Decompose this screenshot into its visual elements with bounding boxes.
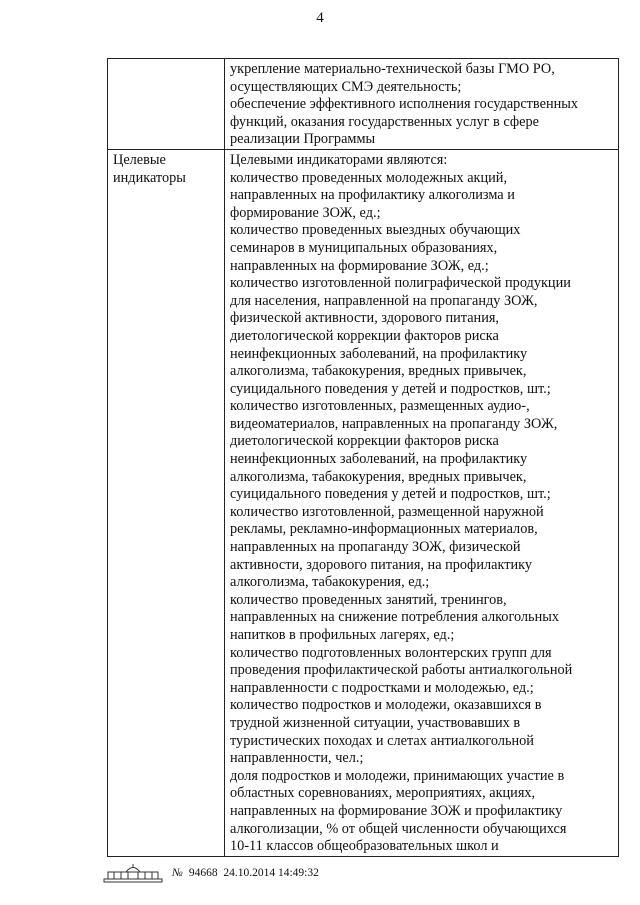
text-line: направленности с подростками и молодежью, ед.;: [230, 679, 534, 696]
text-line: алкоголизма, табакокурения, вредных привычек,: [230, 468, 527, 485]
table-row: [108, 59, 619, 150]
text-line: количество проведенных занятий, тренингов,: [230, 591, 507, 608]
number-sign: №: [172, 867, 183, 879]
text-line: количество подростков и молодежи, оказавшихся в: [230, 697, 542, 714]
text-line: количество изготовленных, размещенных аудио-,: [230, 398, 530, 415]
text-line: направленных на пропаганду ЗОЖ, физической: [230, 539, 521, 556]
document-number: 94668: [188, 867, 218, 879]
text-line: напитков в профильных лагерях, ед.;: [230, 627, 455, 643]
text-line: количество изготовленной полиграфической продукции: [230, 275, 571, 292]
text-line: алкоголизма, табакокурения, вредных привычек,: [230, 363, 527, 380]
row-content-cell: [225, 149, 619, 856]
text-line: количество проведенных выездных обучающих: [230, 222, 521, 239]
row-content-cell: [225, 59, 619, 150]
text-line: неинфекционных заболеваний, на профилактику: [230, 451, 528, 468]
document-datetime: 24.10.2014 14:49:32: [223, 867, 319, 879]
text-line: направленности, чел.;: [230, 750, 364, 767]
text-line: рекламы, рекламно-информационных материалов,: [230, 521, 538, 538]
label-line: индикаторы: [113, 169, 186, 186]
document-footer: [102, 862, 402, 884]
table-row: [108, 149, 619, 856]
text-line: диетологической коррекции факторов риска: [230, 433, 499, 450]
text-line: функций, оказания государственных услуг в сфере: [230, 113, 540, 130]
text-line: осуществляющих СМЭ деятельность;: [230, 78, 462, 95]
text-line: количество проведенных молодежных акций,: [230, 169, 508, 186]
text-line: направленных на снижение потребления алкогольных: [230, 609, 559, 626]
text-line: неинфекционных заболеваний, на профилактику: [230, 345, 528, 362]
text-line: формирование ЗОЖ, ед.;: [230, 204, 381, 221]
building-logo-icon: [102, 862, 166, 884]
text-line: обеспечение эффективного исполнения государственных: [230, 96, 578, 113]
text-line: Целевыми индикаторами являются:: [230, 151, 448, 168]
text-line: областных соревнованиях, мероприятиях, акциях,: [230, 785, 536, 802]
text-line: физической активности, здорового питания,: [230, 310, 500, 327]
text-line: количество подготовленных волонтерских групп для: [230, 644, 552, 661]
text-line: суицидального поведения у детей и подростков, шт.;: [230, 380, 551, 397]
text-line: проведения профилактической работы антиалкогольной: [230, 662, 573, 679]
text-line: суицидального поведения у детей и подростков, шт.;: [230, 486, 551, 503]
program-passport-table: [107, 58, 619, 857]
text-line: видеоматериалов, направленных на пропаганду ЗОЖ,: [230, 415, 558, 432]
text-line: направленных на формирование ЗОЖ и профилактику: [230, 802, 563, 819]
text-line: укрепление материально-технической базы ГМО РО,: [230, 61, 555, 77]
text-line: диетологической коррекции факторов риска: [230, 327, 499, 344]
text-line: доля подростков и молодежи, принимающих участие в: [230, 767, 565, 784]
text-line: алкоголизации, % от общей численности обучающихся: [230, 820, 567, 837]
text-line: для населения, направленной на пропаганду ЗОЖ,: [230, 292, 538, 309]
text-line: количество изготовленной, размещенной наружной: [230, 503, 544, 520]
text-line: 10-11 классов общеобразовательных школ и: [230, 838, 499, 855]
label-line: Целевые: [113, 151, 166, 168]
text-line: трудной жизненной ситуации, участвовавших в: [230, 714, 521, 731]
text-line: активности, здорового питания, на профилактику: [230, 556, 533, 573]
document-stamp-text: [172, 867, 319, 879]
page-number: 4: [316, 10, 324, 26]
text-line: туристических походах и слетах антиалкогольной: [230, 732, 534, 749]
text-line: направленных на формирование ЗОЖ, ед.;: [230, 257, 489, 274]
text-line: реализации Программы: [230, 131, 376, 148]
row-label-cell: [108, 59, 225, 150]
text-line: семинаров в муниципальных образованиях,: [230, 239, 498, 256]
text-line: направленных на профилактику алкоголизма и: [230, 187, 515, 204]
text-line: алкоголизма, табакокурения, ед.;: [230, 574, 430, 591]
row-label-cell: [108, 149, 225, 856]
